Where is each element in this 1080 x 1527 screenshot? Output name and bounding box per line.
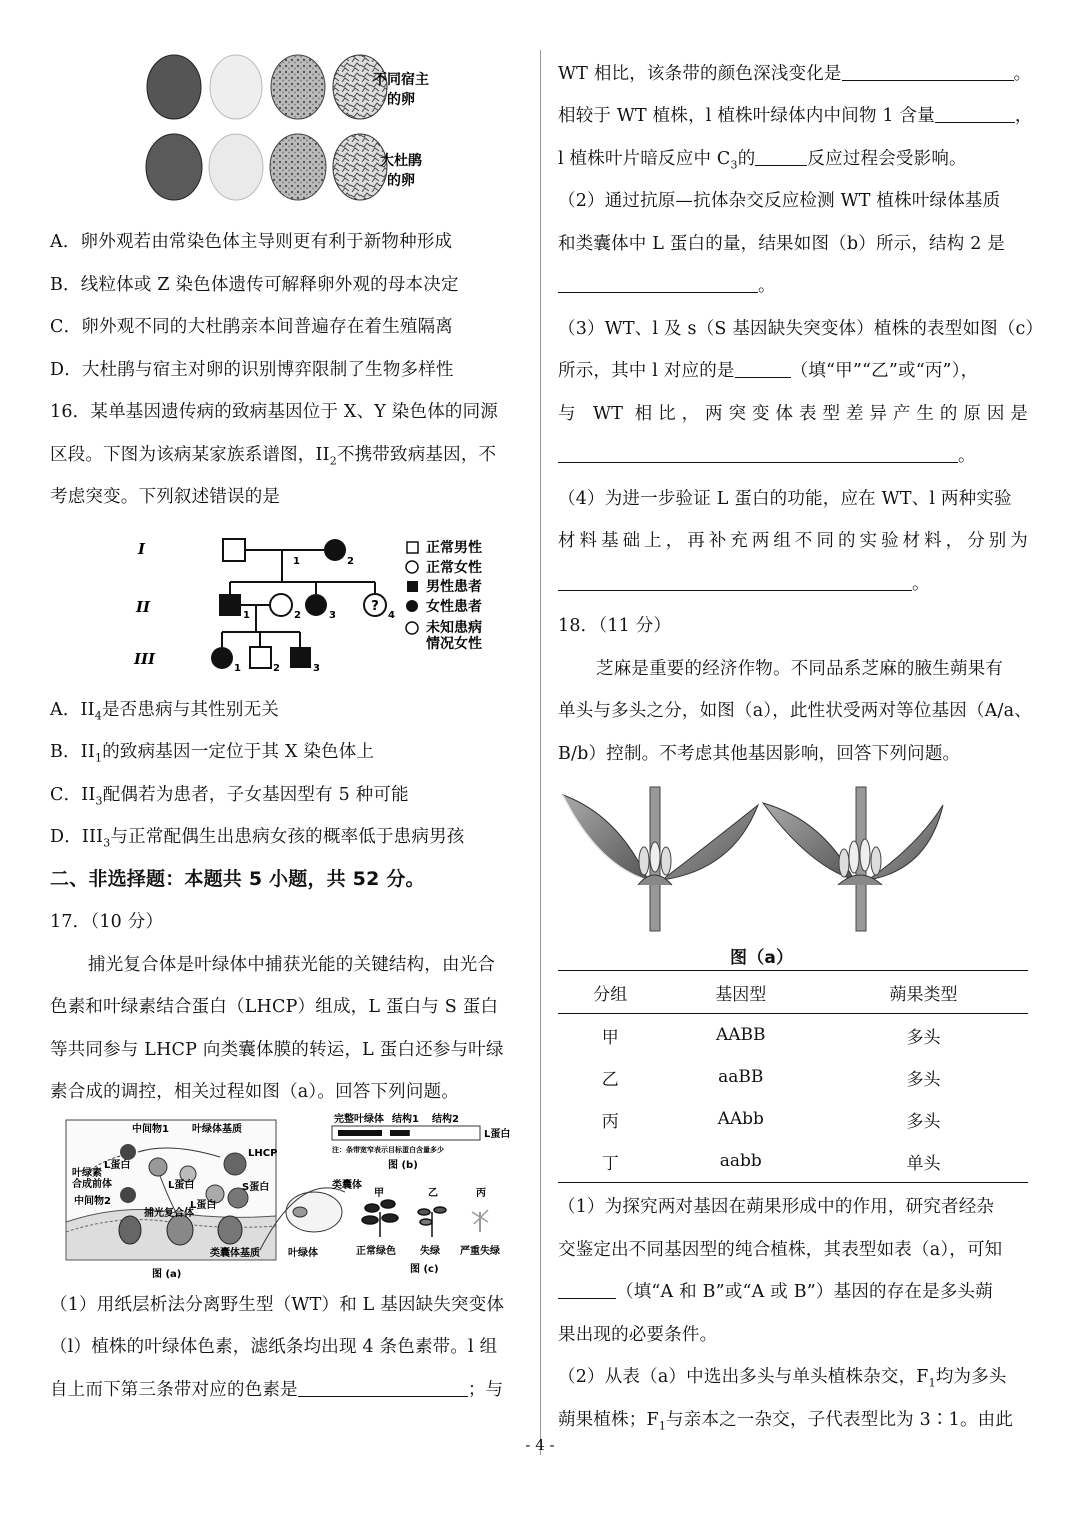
legend-affected-female: 女性患者	[426, 599, 482, 615]
answer-blank-necessary-gene[interactable]	[558, 1280, 616, 1299]
table-cell: 单头	[906, 1153, 941, 1174]
q17-s1-line-2: （l）植株的叶绿体色素，滤纸条均出现 4 条色素带。l 组	[50, 1337, 498, 1357]
answer-blank-intermediate-1[interactable]	[935, 104, 1015, 123]
fig-a-label-l-protein-2: L蛋白	[168, 1180, 195, 1191]
pedigree-id-iii3: 3	[313, 663, 320, 674]
fig-c-plant-yi: 乙	[428, 1188, 438, 1199]
q17-s2-line-1: （2）通过抗原—抗体杂交反应检测 WT 植株叶绿体基质	[558, 191, 1001, 211]
host-egg-label-2: 的卵	[387, 92, 415, 108]
q17-r-line-2: 相较于 WT 植株，l 植株叶绿体内中间物 1 含量 ，	[558, 106, 1033, 126]
q16-stem-line-3: 考虑突变。下列叙述错误的是	[50, 487, 281, 507]
q18-s2-line-2: 蒴果植株；$F_1$与亲本之一杂交，子代表型比为 3∶1。由此	[558, 1410, 1014, 1433]
cuckoo-egg-3	[270, 134, 326, 200]
pedigree-id-ii3: 3	[329, 610, 336, 621]
table-cell: 丙	[601, 1111, 619, 1132]
legend-affected-male: 男性患者	[426, 579, 482, 595]
fig-b-header-chloroplast: 完整叶绿体	[334, 1114, 384, 1125]
table-cell: aaBB	[718, 1067, 764, 1087]
cuckoo-egg-label-1: 大杜鹃	[380, 153, 422, 169]
cuckoo-egg-4	[333, 134, 387, 200]
table-cell: 多头	[906, 1111, 941, 1132]
sesame-single-capsule	[563, 787, 758, 931]
answer-blank-extra-materials[interactable]	[558, 572, 912, 591]
q18-s1-line-2: 交鉴定出不同基因型的纯合植株，其表型如表（a），可知	[558, 1240, 1003, 1260]
fig-c-plant-jia: 甲	[374, 1188, 384, 1199]
answer-blank-structure-2[interactable]	[558, 274, 758, 293]
q17-figure	[60, 1112, 530, 1282]
answer-blank-l-phenotype[interactable]	[735, 359, 791, 378]
q15-option-d: D．大杜鹃与宿主对卵的识别博弈限制了生物多样性	[50, 360, 454, 380]
pedigree-iii1	[211, 647, 233, 669]
q17-s3-line-1: （3）WT、l 及 s（S 基因缺失突变体）植株的表型如图（c）	[558, 319, 1044, 339]
q18-para-line-2: 单头与多头之分，如图（a），此性状受两对等位基因（A/a、	[558, 701, 1032, 721]
table-row	[558, 1140, 1028, 1183]
fig-c-caption: 图 (c)	[410, 1264, 439, 1275]
table-cell: 乙	[601, 1069, 619, 1090]
q18-s1-line-1: （1）为探究两对基因在蒴果形成中的作用，研究者经杂	[558, 1197, 995, 1217]
pedigree-i2	[324, 539, 346, 561]
fig-b-band-chloroplast	[338, 1130, 382, 1136]
fig-a	[66, 1120, 277, 1280]
pedigree-id-iii1: 1	[234, 663, 241, 674]
fig-b	[332, 1112, 510, 1171]
fig-b-header-structure-1: 结构1	[392, 1114, 419, 1125]
pedigree-id-ii2: 2	[294, 610, 301, 621]
q17-para-line-3: 等共同参与 LHCP 向类囊体膜的转运，L 蛋白还参与叶绿	[50, 1040, 504, 1060]
table-row	[558, 1014, 1028, 1057]
fig-c-phenotype-severe: 严重失绿	[460, 1246, 500, 1257]
legend-normal-female-icon	[406, 561, 418, 573]
fig-b-header-structure-2: 结构2	[432, 1114, 459, 1125]
q17-para-line-2: 色素和叶绿素结合蛋白（LHCP）组成，L 蛋白与 S 蛋白	[50, 997, 499, 1017]
q17-s4-line-1: （4）为进一步验证 L 蛋白的功能，应在 WT、l 两种实验	[558, 489, 1012, 509]
q18-s1-line-3: （填“A 和 B”或“A 或 B”）基因的存在是多头蒴	[558, 1280, 993, 1304]
q17-number: 17．（10 分）	[50, 912, 164, 932]
fig-a-label-harvesting-complex: 捕光复合体	[144, 1208, 194, 1219]
pedigree-id-iii2: 2	[273, 663, 280, 674]
pedigree-id-ii4: 4	[388, 610, 395, 621]
column-divider	[540, 50, 541, 1455]
fig-a-label-chlorophyll: 叶绿素	[72, 1168, 102, 1179]
q17-r-line-1: WT 相比，该条带的颜色深浅变化是 。	[558, 64, 1032, 84]
fig-c-phenotype-normal: 正常绿色	[356, 1246, 396, 1257]
fig-c-phenotype-chlorosis: 失绿	[420, 1246, 440, 1257]
fig-b-band-structure-1	[390, 1130, 410, 1136]
table-cell: aabb	[719, 1151, 762, 1171]
q17-s4-line-3: 。	[558, 572, 930, 596]
fig-a-caption: 图 (a)	[152, 1269, 182, 1280]
q17-para-line-1: 捕光复合体是叶绿体中捕获光能的关键结构，由光合	[88, 955, 496, 975]
q16-option-c: C．$II_3$配偶若为患者，子女基因型有 5 种可能	[50, 785, 409, 808]
fig-c-plant-bing: 丙	[476, 1188, 486, 1199]
gen-label-iii: III	[134, 650, 156, 668]
sesame-multi-capsule	[763, 787, 943, 931]
q17-s3-line-2: 所示，其中 l 对应的是 （填“甲”“乙”或“丙”），	[558, 361, 979, 381]
fig-a-label-thylakoid-lumen: 类囊体基质	[210, 1248, 260, 1259]
table-header-capsule-type: 蒴果类型	[889, 984, 958, 1005]
fig-c-label-thylakoid: 类囊体	[332, 1180, 362, 1191]
legend-normal-male: 正常男性	[426, 540, 482, 556]
section-2-heading: 二、非选择题：本题共 5 小题，共 52 分。	[50, 868, 425, 890]
answer-blank-c3-reaction[interactable]	[755, 147, 807, 166]
gen-label-i: I	[138, 540, 146, 558]
legend-affected-male-icon	[407, 581, 418, 592]
pedigree-iii2	[250, 647, 271, 668]
legend-unknown-female-icon	[406, 622, 418, 634]
fig-c-label-chloroplast: 叶绿体	[288, 1248, 318, 1259]
pedigree-id-ii1: 1	[243, 610, 250, 621]
fig-a-label-l-protein-3: L蛋白	[190, 1200, 217, 1211]
pedigree-i1	[223, 539, 245, 561]
pedigree-ii2	[270, 594, 292, 616]
answer-blank-third-band[interactable]	[298, 1378, 468, 1397]
cuckoo-egg-1	[146, 134, 202, 200]
pedigree-iii3	[290, 647, 311, 668]
pedigree-id-i2: 2	[347, 556, 354, 567]
host-egg-3	[271, 55, 325, 119]
q15-option-c: C．卵外观不同的大杜鹃亲本间普遍存在着生殖隔离	[50, 317, 453, 337]
host-egg-1	[147, 55, 201, 119]
legend-normal-male-icon	[407, 542, 418, 553]
table-header-genotype: 基因型	[715, 984, 767, 1005]
legend-affected-female-icon	[406, 600, 418, 612]
fig-a-label-intermediate-1: 中间物1	[132, 1124, 169, 1135]
q17-s3-line-3: 与 WT 相比，两突变体表型差异产生的原因是	[558, 404, 1028, 424]
table-cell: 甲	[601, 1027, 619, 1048]
page-number: - 4 -	[525, 1436, 555, 1454]
fig-b-note: 注：条带宽窄表示目标蛋白含量多少	[332, 1146, 444, 1154]
q16-option-a: A．$II_4$是否患病与其性别无关	[50, 700, 279, 723]
table-cell: 丁	[601, 1153, 619, 1174]
table-cell: AABB	[715, 1025, 766, 1045]
q18-s2-line-1: （2）从表（a）中选出多头与单头植株杂交，$F_1$均为多头	[558, 1367, 1007, 1390]
q16-option-b: B．$II_1$的致病基因一定位于其 X 染色体上	[50, 742, 375, 765]
answer-blank-phenotype-reason[interactable]	[558, 444, 958, 463]
pedigree-id-i1: 1	[293, 556, 300, 567]
fig-b-row-label: L蛋白	[484, 1129, 511, 1140]
fig-a-label-s-protein: S蛋白	[242, 1182, 270, 1193]
q18-para-line-1: 芝麻是重要的经济作物。不同品系芝麻的腋生蒴果有	[596, 659, 1004, 679]
legend-unknown-1: 未知患病	[426, 620, 482, 636]
table-header-row	[558, 971, 1028, 1014]
q17-para-line-4: 素合成的调控，相关过程如图（a）。回答下列问题。	[50, 1082, 459, 1102]
q17-s2-line-2: 和类囊体中 L 蛋白的量，结果如图（b）所示，结构 2 是	[558, 234, 1006, 254]
q16-stem-line-1: 16．某单基因遗传病的致病基因位于 X、Y 染色体的同源	[50, 402, 499, 422]
q17-s3-line-4: 。	[558, 444, 976, 468]
fig-a-label-precursor: 合成前体	[72, 1179, 112, 1190]
sesame-figure-caption: 图（a）	[730, 948, 794, 968]
q17-s1-line-3: 自上而下第三条带对应的色素是 ；与	[50, 1380, 504, 1400]
q15-option-a: A．卵外观若由常染色体主导则更有利于新物种形成	[50, 232, 453, 252]
host-egg-label-1: 不同宿主	[373, 72, 429, 88]
cuckoo-egg-2	[209, 134, 263, 200]
q18-s1-line-4: 果出现的必要条件。	[558, 1325, 718, 1345]
fig-a-label-lhcp: LHCP	[248, 1148, 278, 1159]
legend-normal-female: 正常女性	[426, 560, 482, 576]
pedigree-ii4-unknown-mark: ?	[371, 599, 379, 614]
fig-a-label-l-protein-1: L蛋白	[104, 1160, 131, 1171]
pedigree-ii1	[219, 594, 241, 616]
q16-option-d: D．$III_3$与正常配偶生出患病女孩的概率低于患病男孩	[50, 827, 465, 850]
q15-option-b: B．线粒体或 Z 染色体遗传可解释卵外观的母本决定	[50, 275, 459, 295]
table-row	[558, 1098, 1028, 1140]
fig-a-label-stroma: 叶绿体基质	[192, 1124, 242, 1135]
genotype-table	[558, 970, 1028, 1183]
q18-para-line-3: B/b）控制。不考虑其他基因影响，回答下列问题。	[558, 744, 961, 764]
q17-s2-line-3: 。	[558, 274, 776, 298]
fig-a-label-intermediate-2: 中间物2	[74, 1196, 111, 1207]
egg-figure	[140, 52, 440, 204]
q18-number: 18．（11 分）	[558, 616, 672, 636]
table-cell: AAbb	[717, 1109, 764, 1129]
table-cell: 多头	[906, 1069, 941, 1090]
fig-c	[260, 1178, 500, 1275]
legend-unknown-2: 情况女性	[426, 636, 482, 652]
sesame-figure	[558, 785, 1028, 935]
q16-stem-line-2: 区段。下图为该病某家族系谱图，$II_2$不携带致病基因，不	[50, 445, 497, 468]
table-cell: 多头	[906, 1027, 941, 1048]
table-row	[558, 1056, 1028, 1098]
answer-blank-band-color[interactable]	[842, 62, 1014, 81]
gen-label-ii: II	[136, 598, 151, 616]
q17-s4-line-2: 材料基础上，再补充两组不同的实验材料，分别为	[558, 531, 1028, 551]
fig-b-caption: 图 (b)	[388, 1160, 418, 1171]
pedigree-ii3	[305, 594, 327, 616]
q17-r-line-3: l 植株叶片暗反应中 $C_3$的 反应过程会受影响。	[558, 149, 967, 172]
q17-s1-line-1: （1）用纸层析法分离野生型（WT）和 L 基因缺失突变体	[50, 1295, 505, 1315]
table-header-group: 分组	[593, 984, 628, 1005]
pedigree-chart	[130, 532, 482, 682]
host-egg-2	[210, 55, 262, 119]
cuckoo-egg-label-2: 的卵	[387, 173, 415, 189]
